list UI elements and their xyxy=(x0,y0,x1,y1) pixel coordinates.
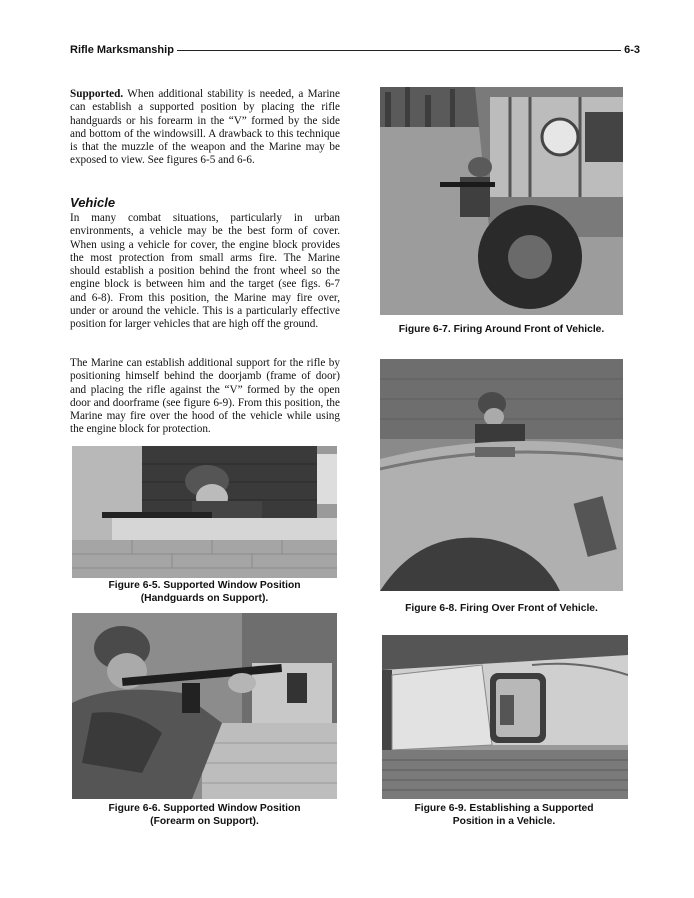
figure-6-7-photo xyxy=(380,87,623,315)
vehicle-heading: Vehicle xyxy=(70,195,116,210)
figure-6-8-caption: Figure 6-8. Firing Over Front of Vehicle. xyxy=(405,603,598,614)
figure-6-5-photo xyxy=(72,446,337,578)
vehicle-paragraph-2: The Marine can establish additional support for the rifle by positioning himself behind the doorjamb (frame of door) and placing the rifle against the “V” formed by the open door and doorframe (see figure 6-9). From this position, the Marine may fire over the hood of the vehicle while using the engine block for protection. xyxy=(70,357,340,436)
figure-6-6-caption: Figure 6-6. Supported Window Position (Forearm on Support). xyxy=(108,803,301,827)
supported-lead: Supported. xyxy=(70,88,124,100)
figure-6-8-photo xyxy=(380,359,623,591)
header-rule xyxy=(177,50,621,51)
figure-6-9-caption: Figure 6-9. Establishing a Supported Position in a Vehicle. xyxy=(414,803,594,827)
figure-6-6-photo xyxy=(72,613,337,799)
supported-paragraph xyxy=(70,88,340,168)
figure-6-7-caption: Figure 6-7. Firing Around Front of Vehicle. xyxy=(398,324,605,335)
header-title: Rifle Marksmanship xyxy=(70,44,174,56)
figure-6-5-caption: Figure 6-5. Supported Window Position (Handguards on Support). xyxy=(108,580,301,604)
running-header xyxy=(70,42,640,58)
supported-text: When additional stability is needed, a Marine can establish a supported position by placing the rifle handguards or his forearm in the “V” formed by the side and bottom of the windowsill. A drawback to this technique is that the muzzle of the weapon and the Marine may be exposed to view. See figures 6-5 and 6-6. xyxy=(70,88,340,167)
figure-6-9-photo xyxy=(382,635,628,799)
vehicle-paragraph-1: In many combat situations, particularly in urban environments, a vehicle may be the best form of cover. When using a vehicle for cover, the engine block provides the most protection from small arms fire. The Marine should establish a position behind the front wheel so the engine block is between him and the target (see figs. 6-7 and 6-8). From this position, the Marine may fire over, under or around the vehicle. This is a particularly effective position for larger vehicles that are high off the ground. xyxy=(70,212,340,331)
header-page-number: 6-3 xyxy=(624,44,640,56)
